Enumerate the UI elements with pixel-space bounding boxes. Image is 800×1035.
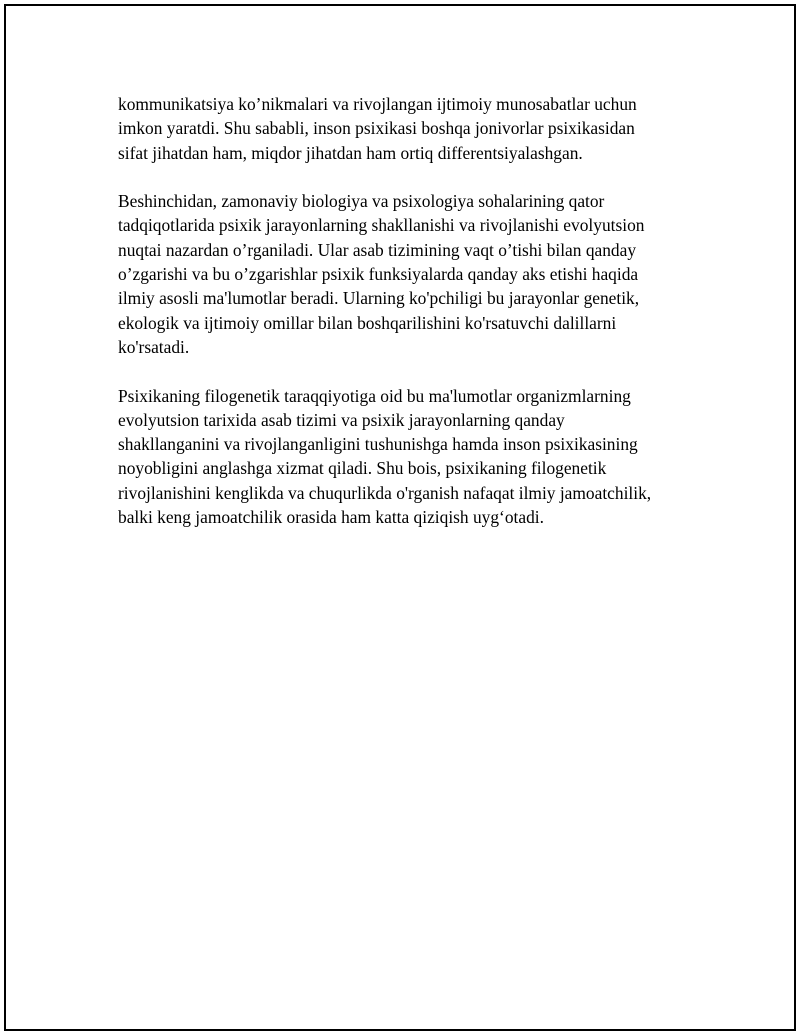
text-line: ko'rsatadi. xyxy=(118,336,190,357)
paragraph-3 xyxy=(118,384,698,530)
text-line: nuqtai nazardan o’rganiladi. Ular asab tizimining vaqt o’tishi bilan qanday xyxy=(118,239,637,260)
text-line: kommunikatsiya ko’nikmalari va rivojlangan ijtimoiy munosabatlar uchun xyxy=(118,94,637,114)
text-line: Psixikaning filogenetik taraqqiyotiga oid bu ma'lumotlar organizmlarning xyxy=(118,385,631,406)
text-line: evolyutsion tarixida asab tizimi va psixik jarayonlarning qanday xyxy=(118,409,565,430)
text-line: tadqiqotlarida psixik jarayonlarning shakllanishi va rivojlanishi evolyutsion xyxy=(118,215,645,236)
text-line: o’zgarishi va bu o’zgarishlar psixik funksiyalarda qanday aks etishi haqida xyxy=(118,264,639,285)
text-line: imkon yaratdi. Shu sababli, inson psixikasi boshqa jonivorlar psixikasidan xyxy=(118,118,635,139)
text-line: ekologik va ijtimoiy omillar bilan boshqarilishini ko'rsatuvchi dalillarni xyxy=(118,312,617,333)
text-line: noyobligini anglashga xizmat qiladi. Shu bois, psixikaning filogenetik xyxy=(118,458,607,479)
paragraph-gap xyxy=(118,359,698,383)
paragraph-2 xyxy=(118,189,698,359)
text-line: shakllanganini va rivojlanganligini tushunishga hamda inson psixikasining xyxy=(118,434,638,455)
paragraph-gap xyxy=(118,165,698,189)
text-line: Beshinchidan, zamonaviy biologiya va psixologiya sohalarining qator xyxy=(118,191,605,212)
document-body xyxy=(118,92,698,529)
text-line: rivojlanishini kenglikda va chuqurlikda o'rganish nafaqat ilmiy jamoatchilik, xyxy=(118,482,652,503)
text-line: balki keng jamoatchilik orasida ham katta qiziqish uyg‘otadi. xyxy=(118,507,544,528)
text-line: ilmiy asosli ma'lumotlar beradi. Ularning ko'pchiligi bu jarayonlar genetik, xyxy=(118,288,640,309)
text-line: sifat jihatdan ham, miqdor jihatdan ham ortiq differentsiyalashgan. xyxy=(118,142,583,163)
paragraph-1 xyxy=(118,92,698,165)
